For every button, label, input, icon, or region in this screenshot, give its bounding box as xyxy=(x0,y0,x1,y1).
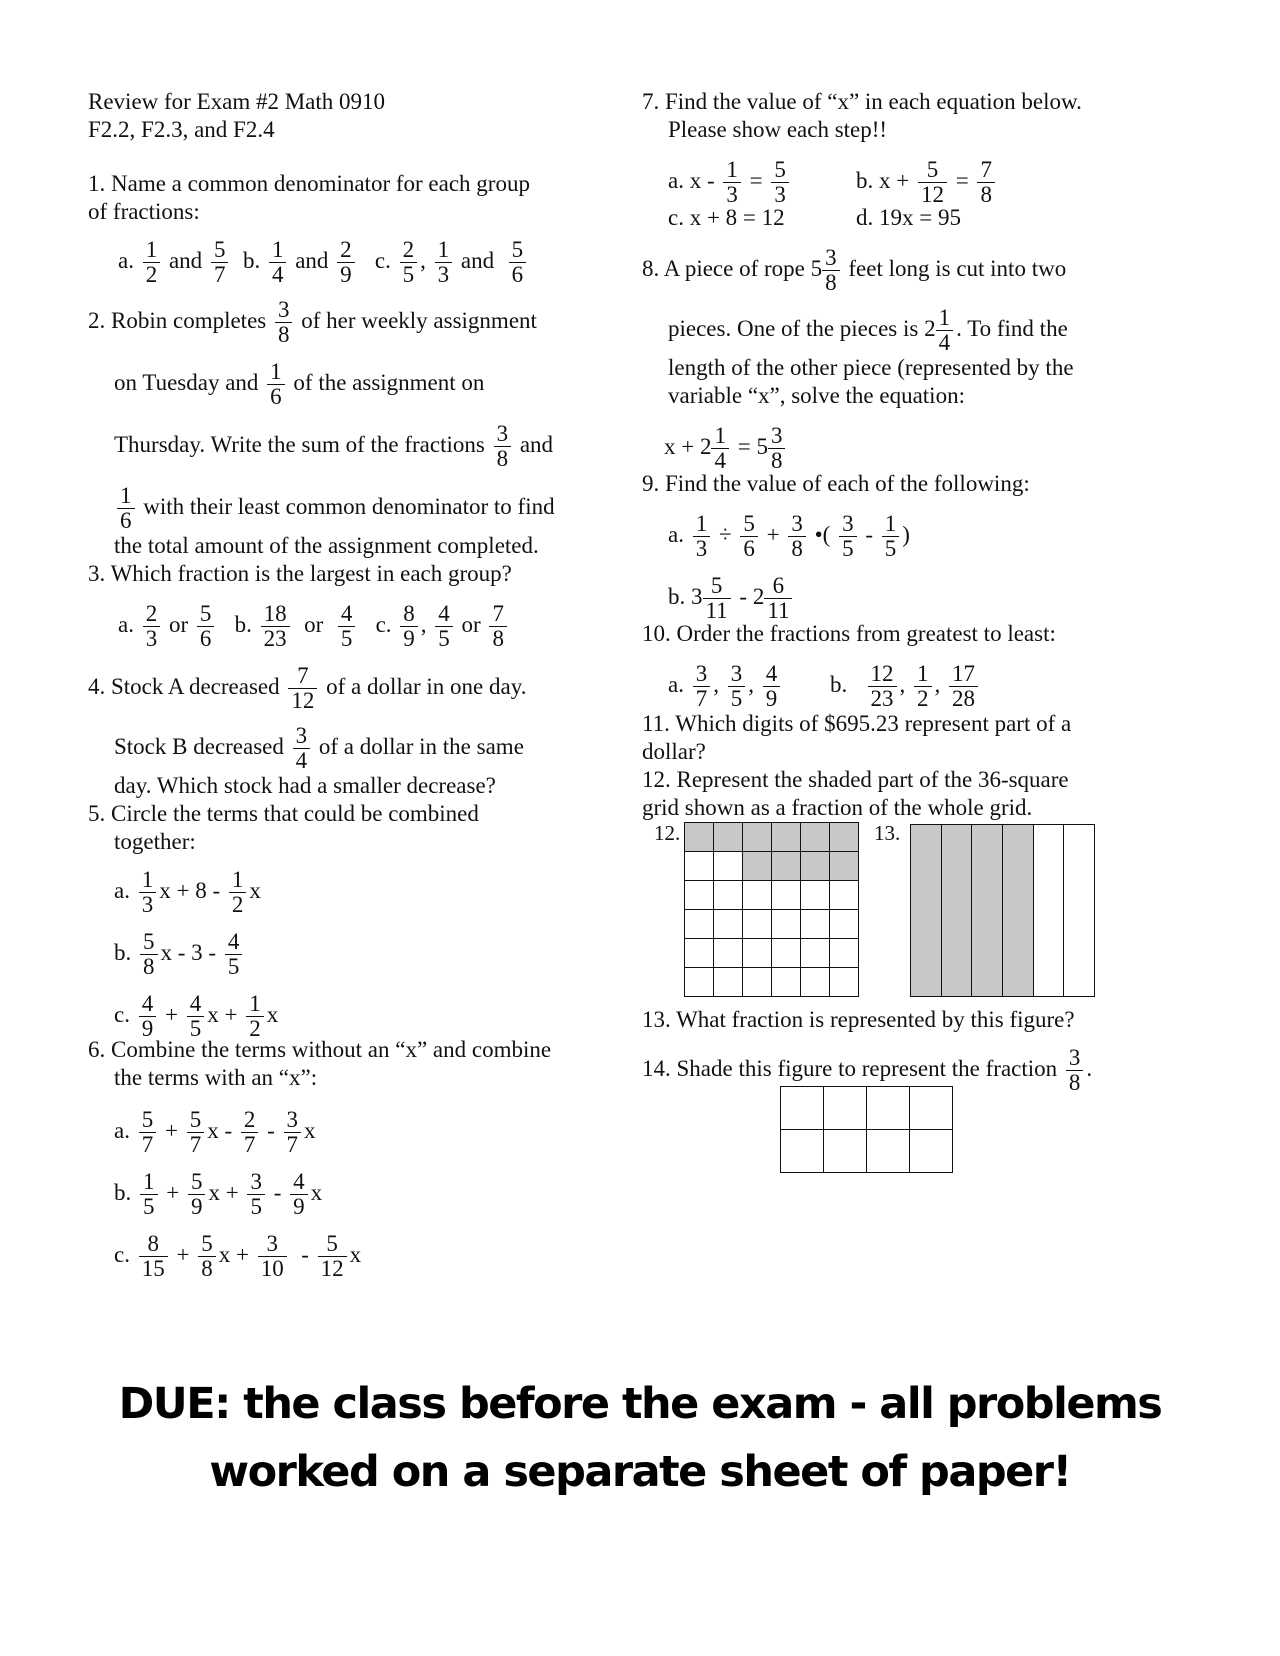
q6-c: c. $\frac{8}{15}$ + $\frac{5}{8}$ x + $\frac{3}{10}$ - $\frac{5}{12}$ x xyxy=(114,1231,362,1281)
grid-cell xyxy=(800,967,830,997)
grid-cell xyxy=(684,880,714,910)
q5-c: c. $\frac{4}{9}$ + $\frac{4}{5}$ x + $\frac{1}{2}$ x xyxy=(114,991,279,1041)
grid-cell[interactable] xyxy=(780,1129,824,1173)
grid-cell xyxy=(771,938,801,968)
fraction: $\frac{5}{7}$ xyxy=(139,1108,157,1157)
grid-cell xyxy=(713,909,743,939)
fraction: $\frac{1}{5}$ xyxy=(882,512,900,561)
fraction: $\frac{5}{6}$ xyxy=(197,602,215,651)
fraction: $\frac{4}{5}$ xyxy=(187,992,205,1041)
fraction: $\frac{1}{2}$ xyxy=(914,662,932,711)
figure-12-grid xyxy=(684,822,858,996)
q5-text: 5. Circle the terms that could be combined xyxy=(88,801,479,826)
fraction: $\frac{3}{8}$ xyxy=(768,424,786,473)
q7-text: 7. Find the value of “x” in each equation below. xyxy=(642,89,1082,114)
q2-line3: Thursday. Write the sum of the fractions $\frac{3}{8}$ and xyxy=(114,421,554,471)
fraction: $\frac{1}{3}$ xyxy=(723,158,741,207)
grid-cell xyxy=(800,822,830,852)
q8-line3: length of the other piece (represented by the xyxy=(668,355,1074,380)
fraction: $\frac{2}{3}$ xyxy=(143,602,161,651)
fraction: $\frac{1}{5}$ xyxy=(140,1170,158,1219)
right-column xyxy=(640,0,1240,1350)
fraction: $\frac{5}{8}$ xyxy=(140,930,158,979)
fraction: $\frac{3}{10}$ xyxy=(258,1232,287,1281)
grid-cell xyxy=(829,822,859,852)
q4-line3: day. Which stock had a smaller decrease? xyxy=(114,773,496,798)
fraction: $\frac{1}{2}$ xyxy=(246,992,264,1041)
grid-cell[interactable] xyxy=(866,1129,910,1173)
q6-text-2: the terms with an “x”: xyxy=(114,1065,318,1090)
q13-text: 13. What fraction is represented by this figure? xyxy=(642,1007,1075,1032)
figure-13-bars xyxy=(910,824,1094,996)
q8-line1: 8. A piece of rope 5 $\frac{3}{8}$ feet long is cut into two xyxy=(642,245,1067,295)
q8-line2: pieces. One of the pieces is 2 $\frac{1}{4}$ . To find the xyxy=(668,305,1068,355)
grid-cell xyxy=(771,967,801,997)
due-banner xyxy=(0,1370,1280,1506)
fraction: $\frac{5}{6}$ xyxy=(740,512,758,561)
grid-cell[interactable] xyxy=(909,1129,953,1173)
grid-cell xyxy=(800,851,830,881)
fraction: $\frac{1}{6}$ xyxy=(117,484,135,533)
fraction: $\frac{5}{12}$ xyxy=(918,158,947,207)
due-line-1: DUE: the class before the exam - all problems xyxy=(118,1379,1162,1429)
fraction: $\frac{3}{8}$ xyxy=(788,512,806,561)
header-sections: F2.2, F2.3, and F2.4 xyxy=(88,117,275,142)
q2-line5: the total amount of the assignment completed. xyxy=(114,533,539,558)
fraction: $\frac{4}{9}$ xyxy=(290,1170,308,1219)
grid-cell xyxy=(829,938,859,968)
q10-text: 10. Order the fractions from greatest to least: xyxy=(642,621,1056,646)
q4-line2: Stock B decreased $\frac{3}{4}$ of a dollar in the same xyxy=(114,723,524,773)
grid-cell[interactable] xyxy=(780,1086,824,1130)
q6-b: b. $\frac{1}{5}$ + $\frac{5}{9}$ x + $\frac{3}{5}$ - $\frac{4}{9}$ x xyxy=(114,1169,323,1219)
fraction: $\frac{3}{8}$ xyxy=(1066,1046,1084,1095)
fraction: $\frac{1}{2}$ xyxy=(143,238,161,287)
due-line-2: worked on a separate sheet of paper! xyxy=(209,1447,1071,1497)
q2-line4: $\frac{1}{6}$ with their least common denominator to find xyxy=(114,484,555,533)
fraction: $\frac{1}{4}$ xyxy=(711,424,729,473)
fraction: $\frac{1}{6}$ xyxy=(267,360,285,409)
q10-b: b. $\frac{12}{23}$ , $\frac{1}{2}$ , $\frac{17}{28}$ xyxy=(830,662,981,711)
fraction: $\frac{2}{7}$ xyxy=(241,1108,259,1157)
fraction: $\frac{3}{5}$ xyxy=(728,662,746,711)
fraction: $\frac{1}{3}$ xyxy=(435,238,453,287)
grid-cell xyxy=(684,822,714,852)
grid-cell xyxy=(742,938,772,968)
q5-a: a. $\frac{1}{3}$ x + 8 - $\frac{1}{2}$ x xyxy=(114,867,261,917)
fraction: $\frac{5}{8}$ xyxy=(198,1232,216,1281)
q7-d: d. 19x = 95 xyxy=(856,205,961,230)
fraction: $\frac{18}{23}$ xyxy=(261,602,290,651)
q7-c: c. x + 8 = 12 xyxy=(668,205,785,230)
q1-items: a. $\frac{1}{2}$ and $\frac{5}{7}$ b. $\frac{1}{4}$ and $\frac{2}{9}$ c. $\frac{2}{5}$ , $\frac{1}{3}$ and $\frac{5}{6}$ xyxy=(118,238,529,287)
q10-a: a. $\frac{3}{7}$ , $\frac{3}{5}$ , $\frac{4}{9}$ xyxy=(668,662,783,711)
fraction: $\frac{2}{5}$ xyxy=(400,238,418,287)
q14-text: 14. Shade this figure to represent the fraction $\frac{3}{8}$ . xyxy=(642,1045,1093,1095)
grid-cell xyxy=(829,909,859,939)
grid-cell xyxy=(771,880,801,910)
grid-cell[interactable] xyxy=(823,1129,867,1173)
fraction: $\frac{1}{4}$ xyxy=(269,238,287,287)
grid-cell xyxy=(771,822,801,852)
grid-cell xyxy=(713,880,743,910)
grid-cell xyxy=(713,967,743,997)
q9-a: a. $\frac{1}{3}$ ÷ $\frac{5}{6}$ + $\frac{3}{8}$ •( $\frac{3}{5}$ - $\frac{1}{5}$ ) xyxy=(668,511,910,561)
fraction: $\frac{1}{3}$ xyxy=(693,512,711,561)
grid-cell xyxy=(713,851,743,881)
fraction: $\frac{4}{9}$ xyxy=(763,662,781,711)
grid-cell xyxy=(800,909,830,939)
header-title: Review for Exam #2 Math 0910 xyxy=(88,89,386,114)
grid-cell xyxy=(971,824,1003,997)
q9-text: 9. Find the value of each of the following: xyxy=(642,471,1030,496)
grid-cell[interactable] xyxy=(909,1086,953,1130)
q5-b: b. $\frac{5}{8}$ x - 3 - $\frac{4}{5}$ xyxy=(114,930,245,979)
fraction: $\frac{4}{5}$ xyxy=(338,602,356,651)
figure-14-grid[interactable] xyxy=(780,1086,952,1172)
figure-13-label: 13. xyxy=(874,821,901,845)
q6-text: 6. Combine the terms without an “x” and combine xyxy=(88,1037,552,1062)
grid-cell xyxy=(684,938,714,968)
q8-equation: x + 2 $\frac{1}{4}$ = 5 $\frac{3}{8}$ xyxy=(664,424,788,473)
q11-text-2: dollar? xyxy=(642,739,706,764)
left-column xyxy=(0,0,600,1350)
fraction: $\frac{3}{8}$ xyxy=(822,246,840,295)
fraction: $\frac{7}{8}$ xyxy=(977,158,995,207)
fraction: $\frac{7}{8}$ xyxy=(489,602,507,651)
q7-b: b. x + $\frac{5}{12}$ = $\frac{7}{8}$ xyxy=(856,158,998,207)
q1-text-2: of fractions: xyxy=(88,199,200,224)
grid-cell xyxy=(800,880,830,910)
fraction: $\frac{1}{3}$ xyxy=(139,868,157,917)
q1-text: 1. Name a common denominator for each group xyxy=(88,171,530,196)
grid-cell xyxy=(800,938,830,968)
grid-cell xyxy=(742,822,772,852)
fraction: $\frac{1}{4}$ xyxy=(936,306,954,355)
fraction: $\frac{8}{15}$ xyxy=(139,1232,168,1281)
grid-cell[interactable] xyxy=(823,1086,867,1130)
grid-cell xyxy=(713,938,743,968)
grid-cell xyxy=(742,880,772,910)
grid-cell xyxy=(771,851,801,881)
grid-cell xyxy=(684,851,714,881)
grid-cell xyxy=(684,967,714,997)
grid-cell xyxy=(941,824,973,997)
q3-text: 3. Which fraction is the largest in each group? xyxy=(88,561,512,586)
fraction: $\frac{7}{12}$ xyxy=(288,664,317,713)
q5-text-2: together: xyxy=(114,829,196,854)
grid-cell xyxy=(829,967,859,997)
q3-items: a. $\frac{2}{3}$ or $\frac{5}{6}$ b. $\frac{18}{23}$ or $\frac{4}{5}$ c. $\frac{8}{9}$ , $\frac{4}{5}$ or $\frac{7}{8}$ xyxy=(118,602,510,651)
fraction: $\frac{3}{8}$ xyxy=(494,422,512,471)
fraction: $\frac{12}{23}$ xyxy=(868,662,897,711)
q11-text: 11. Which digits of $695.23 represent part of a xyxy=(642,711,1072,736)
grid-cell xyxy=(1002,824,1034,997)
q2-line2: on Tuesday and $\frac{1}{6}$ of the assignment on xyxy=(114,359,485,409)
fraction: $\frac{5}{3}$ xyxy=(771,158,789,207)
fraction: $\frac{3}{5}$ xyxy=(247,1170,265,1219)
q4-line1: 4. Stock A decreased $\frac{7}{12}$ of a dollar in one day. xyxy=(88,663,527,713)
q12-text: 12. Represent the shaded part of the 36-square xyxy=(642,767,1069,792)
q12-text-2: grid shown as a fraction of the whole grid. xyxy=(642,795,1033,820)
fraction: $\frac{5}{7}$ xyxy=(211,238,229,287)
grid-cell xyxy=(742,909,772,939)
figure-12-label: 12. xyxy=(654,821,681,845)
fraction: $\frac{6}{11}$ xyxy=(764,574,792,623)
q6-a: a. $\frac{5}{7}$ + $\frac{5}{7}$ x - $\frac{2}{7}$ - $\frac{3}{7}$ x xyxy=(114,1107,316,1157)
q8-line4: variable “x”, solve the equation: xyxy=(668,383,965,408)
fraction: $\frac{3}{7}$ xyxy=(284,1108,302,1157)
fraction: $\frac{5}{11}$ xyxy=(703,574,731,623)
fraction: $\frac{5}{7}$ xyxy=(187,1108,205,1157)
fraction: $\frac{5}{9}$ xyxy=(188,1170,206,1219)
grid-cell xyxy=(829,880,859,910)
fraction: $\frac{8}{9}$ xyxy=(400,602,418,651)
grid-cell xyxy=(910,824,942,997)
fraction: $\frac{3}{7}$ xyxy=(693,662,711,711)
fraction: $\frac{3}{8}$ xyxy=(275,298,293,347)
fraction: $\frac{3}{4}$ xyxy=(293,724,311,773)
grid-cell xyxy=(713,822,743,852)
fraction: $\frac{4}{5}$ xyxy=(225,930,243,979)
q9-b: b. 3 $\frac{5}{11}$ - 2 $\frac{6}{11}$ xyxy=(668,574,795,623)
grid-cell xyxy=(684,909,714,939)
fraction: $\frac{3}{5}$ xyxy=(839,512,857,561)
grid-cell xyxy=(1063,824,1095,997)
fraction: $\frac{2}{9}$ xyxy=(337,238,355,287)
grid-cell[interactable] xyxy=(866,1086,910,1130)
fraction: $\frac{1}{2}$ xyxy=(229,868,247,917)
fraction: $\frac{5}{6}$ xyxy=(509,238,527,287)
grid-cell xyxy=(829,851,859,881)
grid-cell xyxy=(742,967,772,997)
grid-cell xyxy=(742,851,772,881)
q7-a: a. x - $\frac{1}{3}$ = $\frac{5}{3}$ xyxy=(668,158,792,207)
fraction: $\frac{4}{5}$ xyxy=(435,602,453,651)
q7-text-2: Please show each step!! xyxy=(668,117,888,142)
grid-cell xyxy=(1033,824,1065,997)
grid-cell xyxy=(771,909,801,939)
q2-line1: 2. Robin completes $\frac{3}{8}$ of her weekly assignment xyxy=(88,297,537,347)
fraction: $\frac{17}{28}$ xyxy=(949,662,978,711)
fraction: $\frac{4}{9}$ xyxy=(139,992,157,1041)
fraction: $\frac{5}{12}$ xyxy=(318,1232,347,1281)
